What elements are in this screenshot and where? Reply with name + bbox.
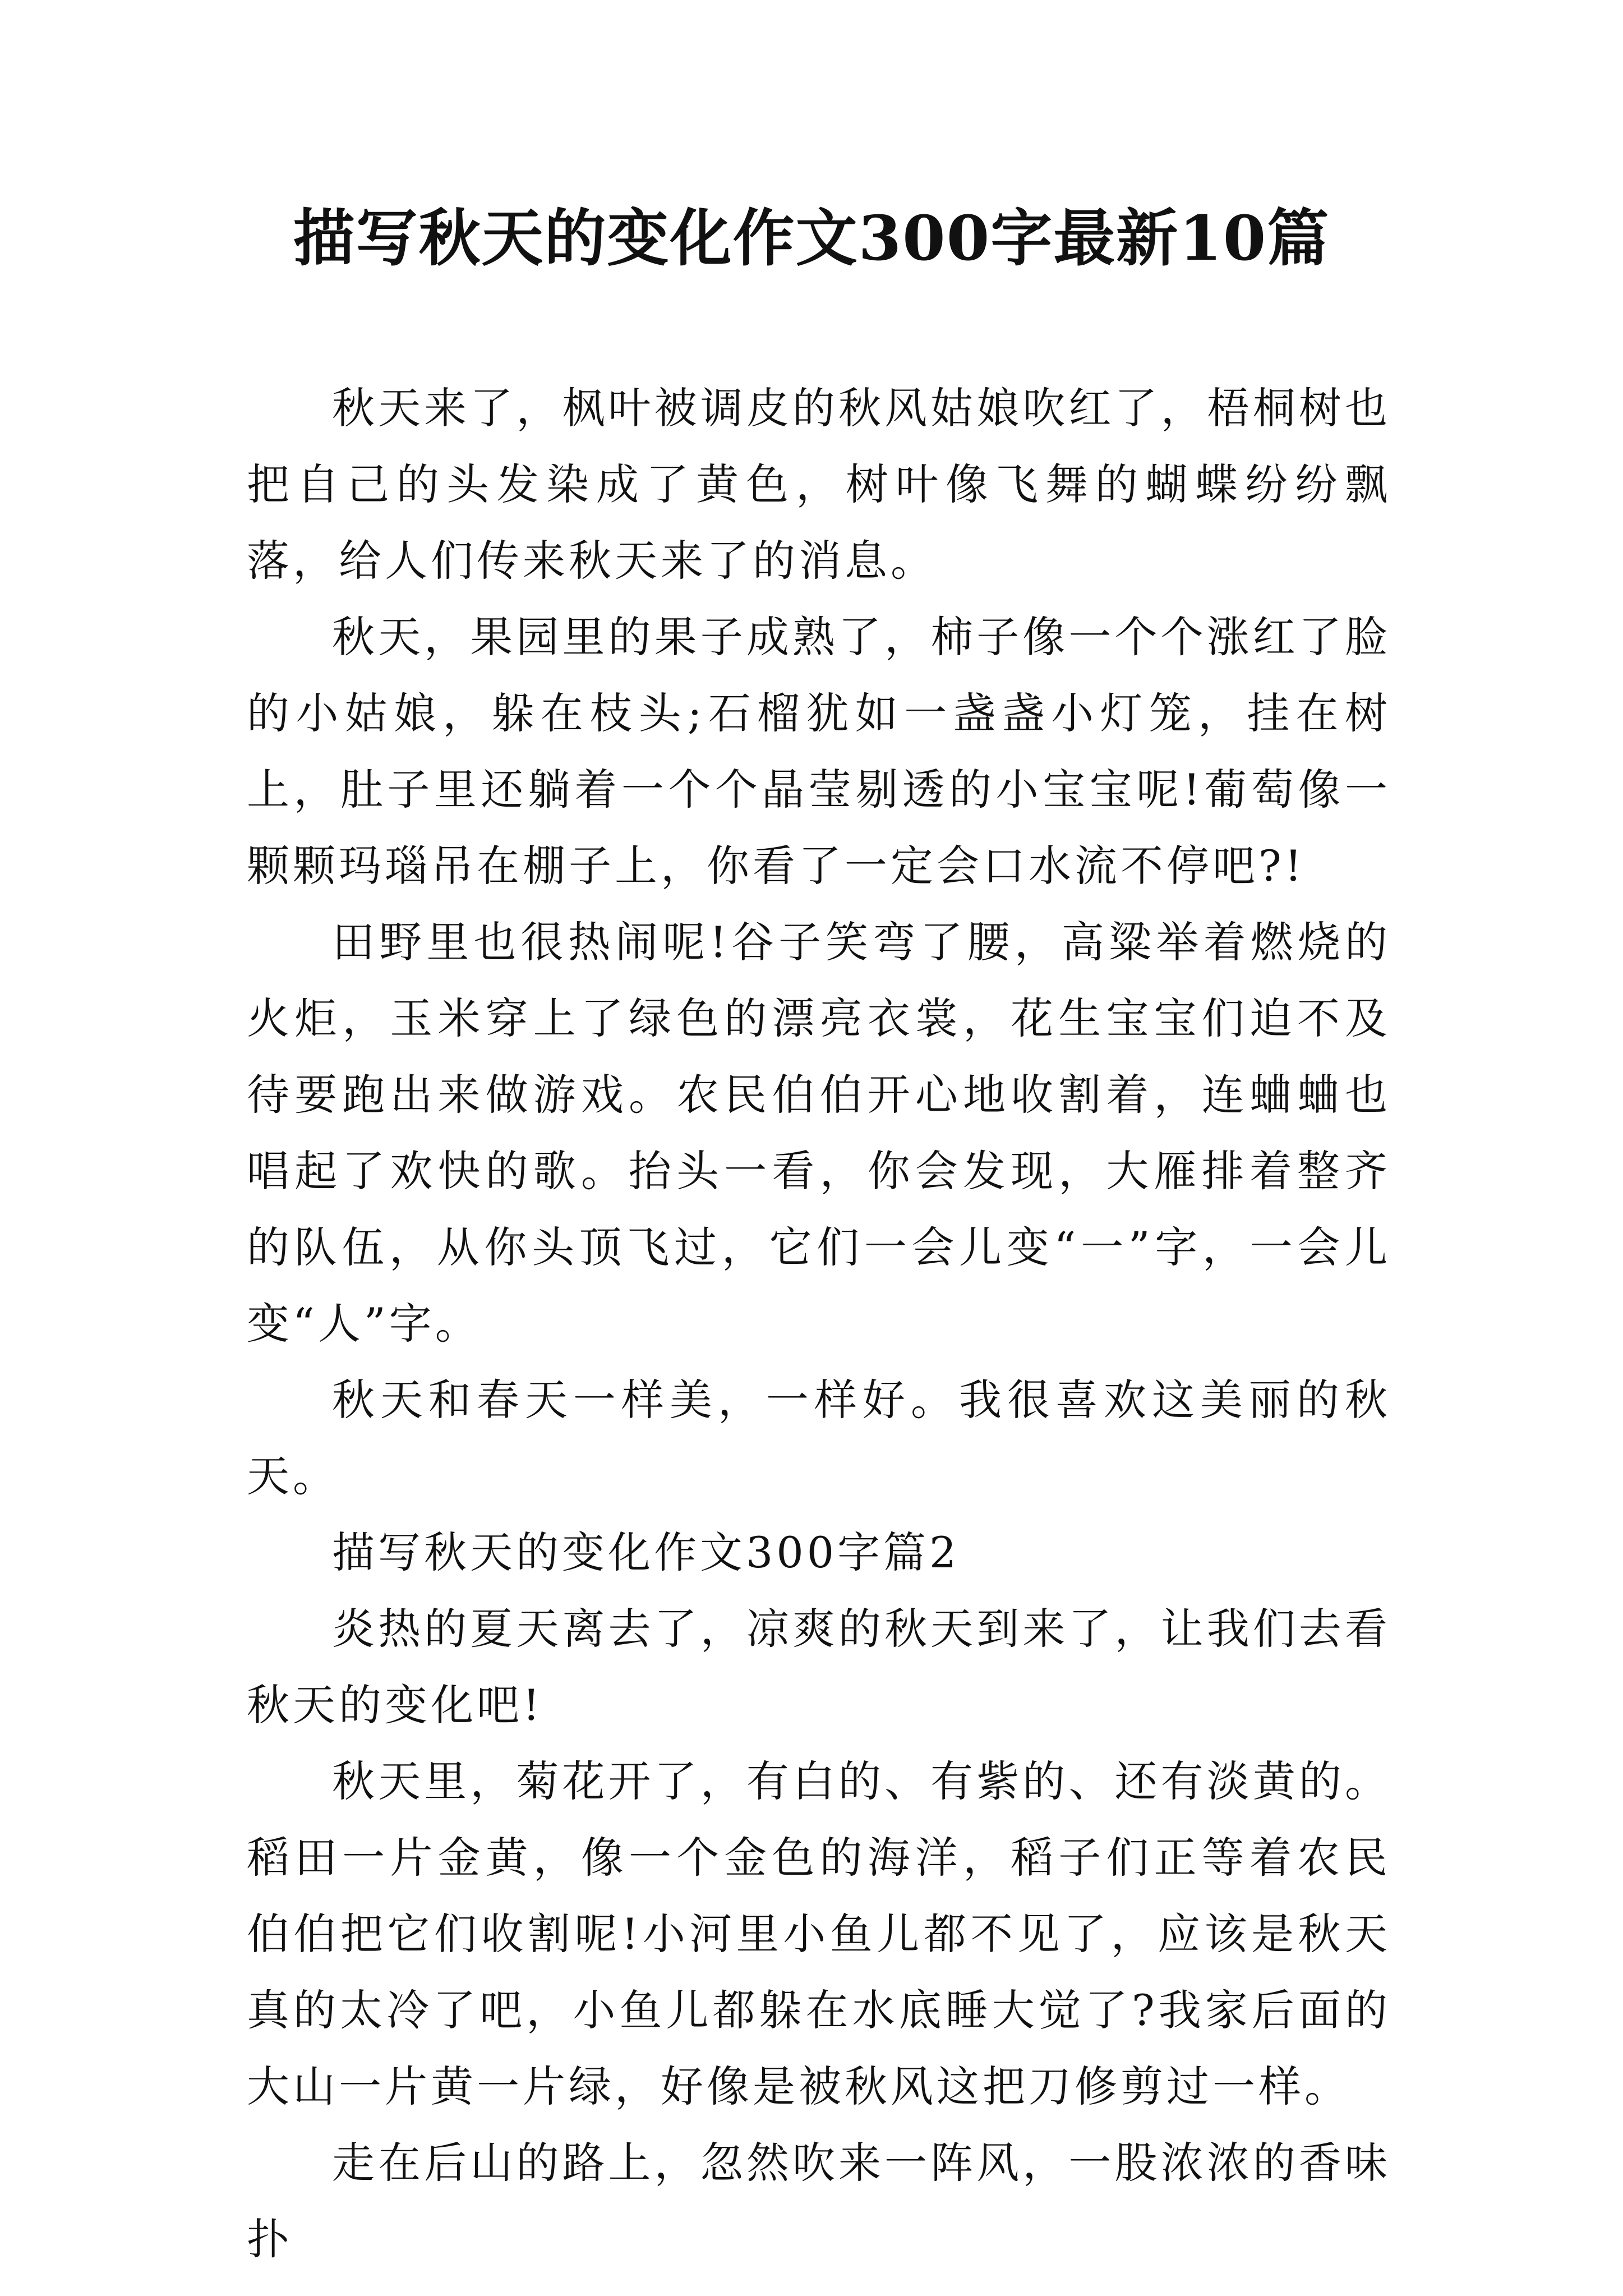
- paragraph: 秋天来了，枫叶被调皮的秋风姑娘吹红了，梧桐树也把自己的头发染成了黄色，树叶像飞舞的蝴蝶纷纷飘落，给人们传来秋天来了的消息。: [247, 383, 1391, 586]
- paragraph: 秋天和春天一样美，一样好。我很喜欢这美丽的秋天。: [247, 1375, 1391, 1501]
- paragraph: 炎热的夏天离去了，凉爽的秋天到来了，让我们去看秋天的变化吧!: [247, 1604, 1391, 1730]
- paragraph: 田野里也很热闹呢!谷子笑弯了腰，高粱举着燃烧的火炬，玉米穿上了绿色的漂亮衣裳，花生宝宝们迫不及待要跑出来做游戏。农民伯伯开心地收割着，连蛐蛐也唱起了欢快的歌。抬头一看，你会发现，大雁排着整齐的队伍，从你头顶飞过，它们一会儿变“一”字，一会儿变“人”字。: [247, 917, 1391, 1349]
- paragraph: 秋天里，菊花开了，有白的、有紫的、还有淡黄的。稻田一片金黄，像一个金色的海洋，稻子们正等着农民伯伯把它们收割呢!小河里小鱼儿都不见了，应该是秋天真的太冷了吧，小鱼儿都躲在水底睡大觉了?我家后面的大山一片黄一片绿，好像是被秋风这把刀修剪过一样。: [247, 1756, 1391, 2111]
- paragraph: 秋天，果园里的果子成熟了，柿子像一个个涨红了脸的小姑娘，躲在枝头;石榴犹如一盏盏小灯笼，挂在树上，肚子里还躺着一个个晶莹剔透的小宝宝呢!葡萄像一颗颗玛瑙吊在棚子上，你看了一定会口水流不停吧?!: [247, 612, 1391, 891]
- section-heading: 描写秋天的变化作文300字篇2: [332, 1527, 960, 1577]
- document-body: [247, 370, 1391, 2277]
- document-title: 描写秋天的变化作文300字最新10篇: [293, 202, 1330, 274]
- paragraph: 走在后山的路上，忽然吹来一阵风，一股浓浓的香味扑: [247, 2138, 1391, 2264]
